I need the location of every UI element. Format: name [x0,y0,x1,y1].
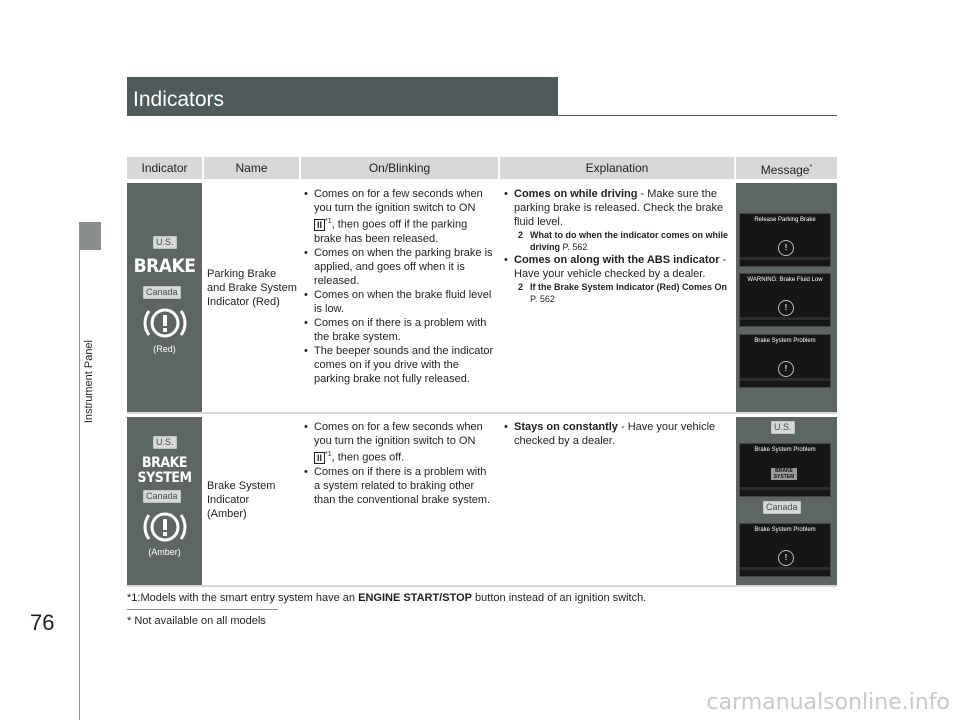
row1-on-item: • Comes on if there is a problem with the brake system. [302,316,495,344]
row2-name: Brake System Indicator (Amber) [207,480,276,520]
row1-on-a-tail: , then goes off if the parking brake has been released. [314,218,468,245]
row1-exp-b-bold: Comes on along with the ABS indicator [514,254,720,266]
row1-on-item: • Comes on when the parking brake is applied, and goes off when it is released. [302,246,495,288]
row2-on-item: • Comes on if there is a problem with a system related to braking other than the conventional brake system. [302,465,495,507]
header-on-blinking [301,157,498,179]
row2-on-a-sup: *1 [325,451,332,458]
row1-explanation [502,187,730,305]
row2-tag-canada: Canada [143,490,181,503]
brake-warning-icon [143,303,187,343]
row1-ref-a[interactable] [502,229,730,253]
header-message-mark: * [809,164,813,171]
header-indicator [127,157,202,179]
message-screen-brake-system-problem-us [739,443,831,497]
footnote-bold: ENGINE START/STOP [358,592,472,604]
header-indicator-label: Indicator [141,161,188,175]
row1-ref-b[interactable] [502,281,730,305]
screen-strip [740,378,830,381]
row1-ref-a-page: P. 562 [560,242,588,252]
row2-msg-tag-us: U.S. [771,421,795,434]
brake-warning-icon: ! [778,361,794,377]
row1-brake-text: BRAKE [133,255,196,277]
row2-explanation [502,420,730,448]
watermark: carmanualsonline.info [706,690,950,715]
header-on-blinking-label: On/Blinking [368,161,431,175]
section-tab [79,222,101,250]
row1-on-item: • Comes on when the brake fluid level is low. [302,288,495,316]
row1-exp-item [502,253,730,281]
reference-arrow-icon: 2 [518,230,524,240]
row1-exp-a-text: - Make sure the parking brake is released. Check the brake fluid level. [514,188,724,228]
row1-exp-b-text: - Have your vehicle checked by a dealer. [514,254,727,280]
message-screen-brake-system-problem-canada [739,523,831,577]
row1-exp-item [502,187,730,229]
screen-strip [740,487,830,490]
row2-tag-us: U.S. [153,436,177,449]
header-name-label: Name [235,161,268,175]
row2-divider [127,585,837,587]
ignition-on-key: II [314,219,325,231]
row1-on-a-text: Comes on for a few seconds when you turn the ignition switch to ON [314,188,483,214]
row2-brake-text-1: BRAKE [142,455,187,471]
brake-warning-icon [143,507,187,547]
footnote-prefix: *1:Models with the smart entry system have an [127,592,359,604]
page-title: Indicators [127,77,558,115]
section-label: Instrument Panel [83,340,95,424]
row1-on-blinking [302,187,495,386]
header-name [204,157,299,179]
footnote-suffix: button instead of an ignition switch. [472,592,647,604]
brake-warning-icon: ! [778,300,794,316]
row2-exp-a-bold: Stays on constantly [514,421,618,433]
header-explanation-label: Explanation [585,161,649,175]
row2-exp-item [502,420,730,448]
asterisk-note: * Not available on all models [127,615,266,627]
row2-on-a-text: Comes on for a few seconds when you turn the ignition switch to ON [314,421,483,447]
row1-on-a-sup: *1 [325,218,332,225]
row1-ref-a-title: What to do when the indicator comes on while driving [530,230,729,252]
reference-arrow-icon: 2 [518,282,524,292]
screen-strip [740,257,830,260]
row1-exp-a-bold: Comes on while driving [514,188,638,200]
message-screen-text: Release Parking Brake [754,217,816,223]
title-rule [127,115,837,116]
message-screen-brake-system-problem [739,334,831,388]
row2-brake-text-2: SYSTEM [137,470,192,486]
row1-divider [127,412,837,414]
row1-on-item: • The beeper sounds and the indicator comes on if you drive with the parking brake not fully released. [302,344,495,386]
header-message-label: Message [760,163,810,177]
row1-tag-us: U.S. [153,236,177,249]
row2-msg-tag-canada: Canada [763,501,801,514]
row2-on-item [302,420,495,465]
row1-ref-b-page: P. 562 [530,294,555,304]
footnote [127,592,646,604]
screen-strip [740,567,830,570]
row2-color-label: (Amber) [148,547,181,557]
section-rule [79,250,80,720]
row1-ref-b-title: If the Brake System Indicator (Red) Comes On [530,282,728,292]
message-screen-text: Brake System Problem [754,447,816,453]
note-rule [127,609,278,610]
brake-warning-icon: ! [778,240,794,256]
header-explanation [500,157,734,179]
message-screen-release-parking-brake [739,213,831,267]
message-screen-brake-fluid-low [739,273,831,327]
header-message [736,157,837,179]
row1-on-item [302,187,495,246]
brake-warning-icon: ! [778,550,794,566]
row1-tag-canada: Canada [143,286,181,299]
screen-strip [740,317,830,320]
message-screen-text: Brake System Problem [754,527,816,533]
page-number: 76 [30,610,55,635]
row1-color-label: (Red) [153,344,176,354]
ignition-on-key: II [314,452,325,464]
row2-exp-a-text: - Have your vehicle checked by a dealer. [514,421,716,447]
brake-system-badge-icon: BRAKE SYSTEM [771,468,797,480]
row2-on-blinking [302,420,495,507]
row1-name: Parking Brake and Brake System Indicator (Red) [207,268,297,308]
message-screen-text: Brake System Problem [754,338,816,344]
row2-on-a-tail: , then goes off. [331,451,405,464]
message-screen-text: WARNING: Brake Fluid Low [747,277,823,283]
